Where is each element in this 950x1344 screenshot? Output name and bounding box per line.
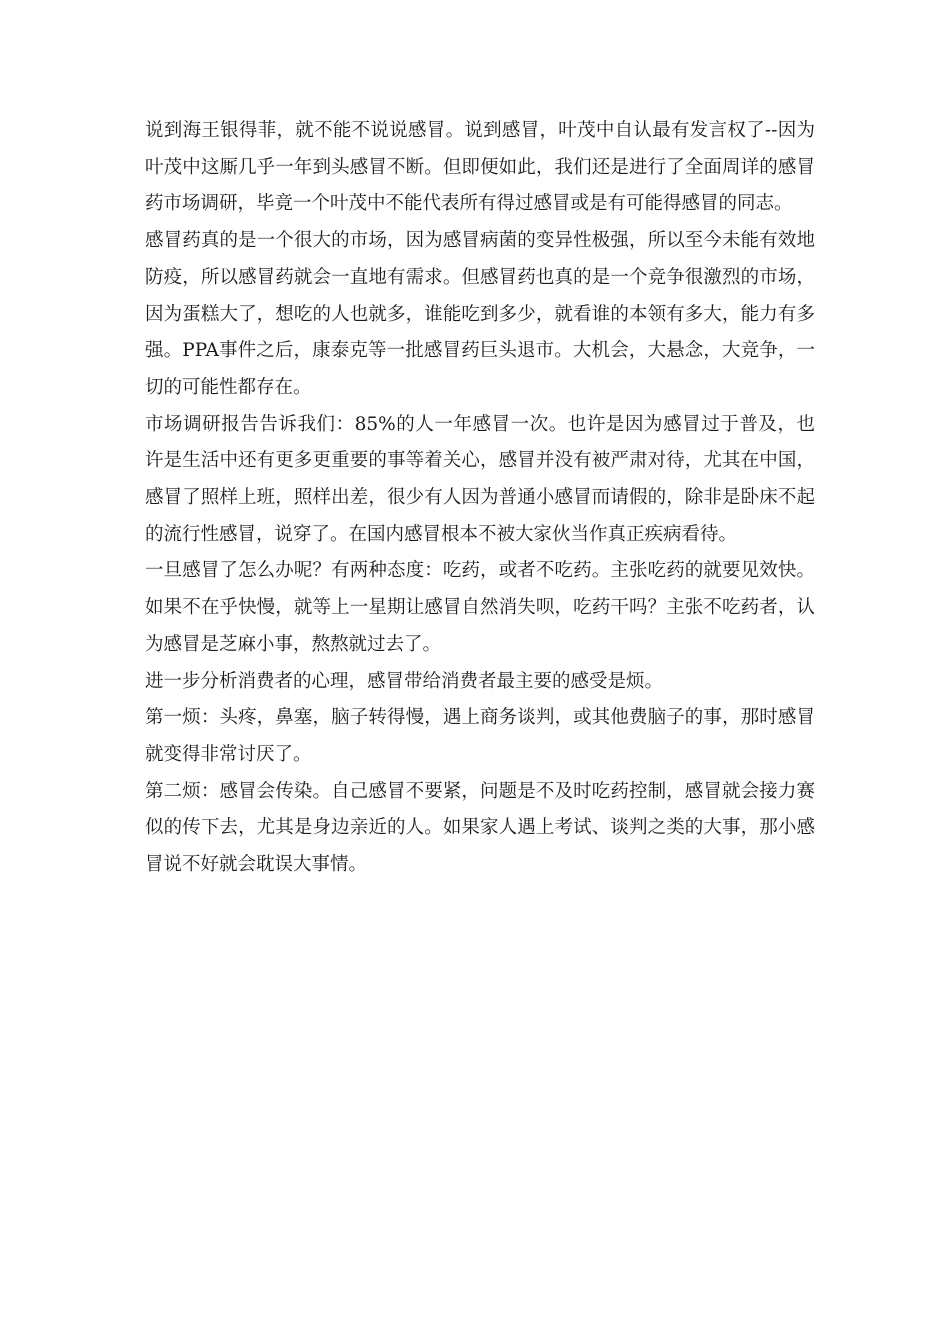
paragraph-4: 一旦感冒了怎么办呢？有两种态度：吃药，或者不吃药。主张吃药的就要见效快。如果不在乎快慢，就等上一星期让感冒自然消失呗，吃药干吗？主张不吃药者，认为感冒是芝麻小事，熬熬就过去了。: [145, 560, 815, 655]
paragraph-5: 进一步分析消费者的心理，感冒带给消费者最主要的感受是烦。: [145, 670, 664, 692]
paragraph-1: 说到海王银得菲，就不能不说说感冒。说到感冒，叶茂中自认最有发言权了--因为叶茂中这厮几乎一年到头感冒不断。但即便如此，我们还是进行了全面周详的感冒药市场调研，毕竟一个叶茂中不能代表所有得过感冒或是有可能得感冒的同志。: [145, 120, 815, 215]
paragraph-7: 第二烦：感冒会传染。自己感冒不要紧，问题是不及时吃药控制，感冒就会接力赛似的传下去，尤其是身边亲近的人。如果家人遇上考试、谈判之类的大事，那小感冒说不好就会耽误大事情。: [145, 780, 815, 876]
article-body: [145, 113, 815, 884]
paragraph-3: 市场调研报告告诉我们：85%的人一年感冒一次。也许是因为感冒过于普及，也许是生活中还有更多更重要的事等着关心，感冒并没有被严肃对待，尤其在中国，感冒了照样上班，照样出差，很少有人因为普通小感冒而请假的，除非是卧床不起的流行性感冒，说穿了。在国内感冒根本不被大家伙当作真正疾病看待。: [145, 413, 815, 545]
paragraph-6: 第一烦：头疼，鼻塞，脑子转得慢，遇上商务谈判，或其他费脑子的事，那时感冒就变得非常讨厌了。: [145, 707, 815, 765]
paragraph-2: 感冒药真的是一个很大的市场，因为感冒病菌的变异性极强，所以至今未能有效地防疫，所以感冒药就会一直地有需求。但感冒药也真的是一个竞争很激烈的市场，因为蛋糕大了，想吃的人也就多，谁能吃到多少，就看谁的本领有多大，能力有多强。PPA事件之后，康泰克等一批感冒药巨头退市。大机会，大悬念，大竞争，一切的可能性都存在。: [145, 230, 815, 398]
